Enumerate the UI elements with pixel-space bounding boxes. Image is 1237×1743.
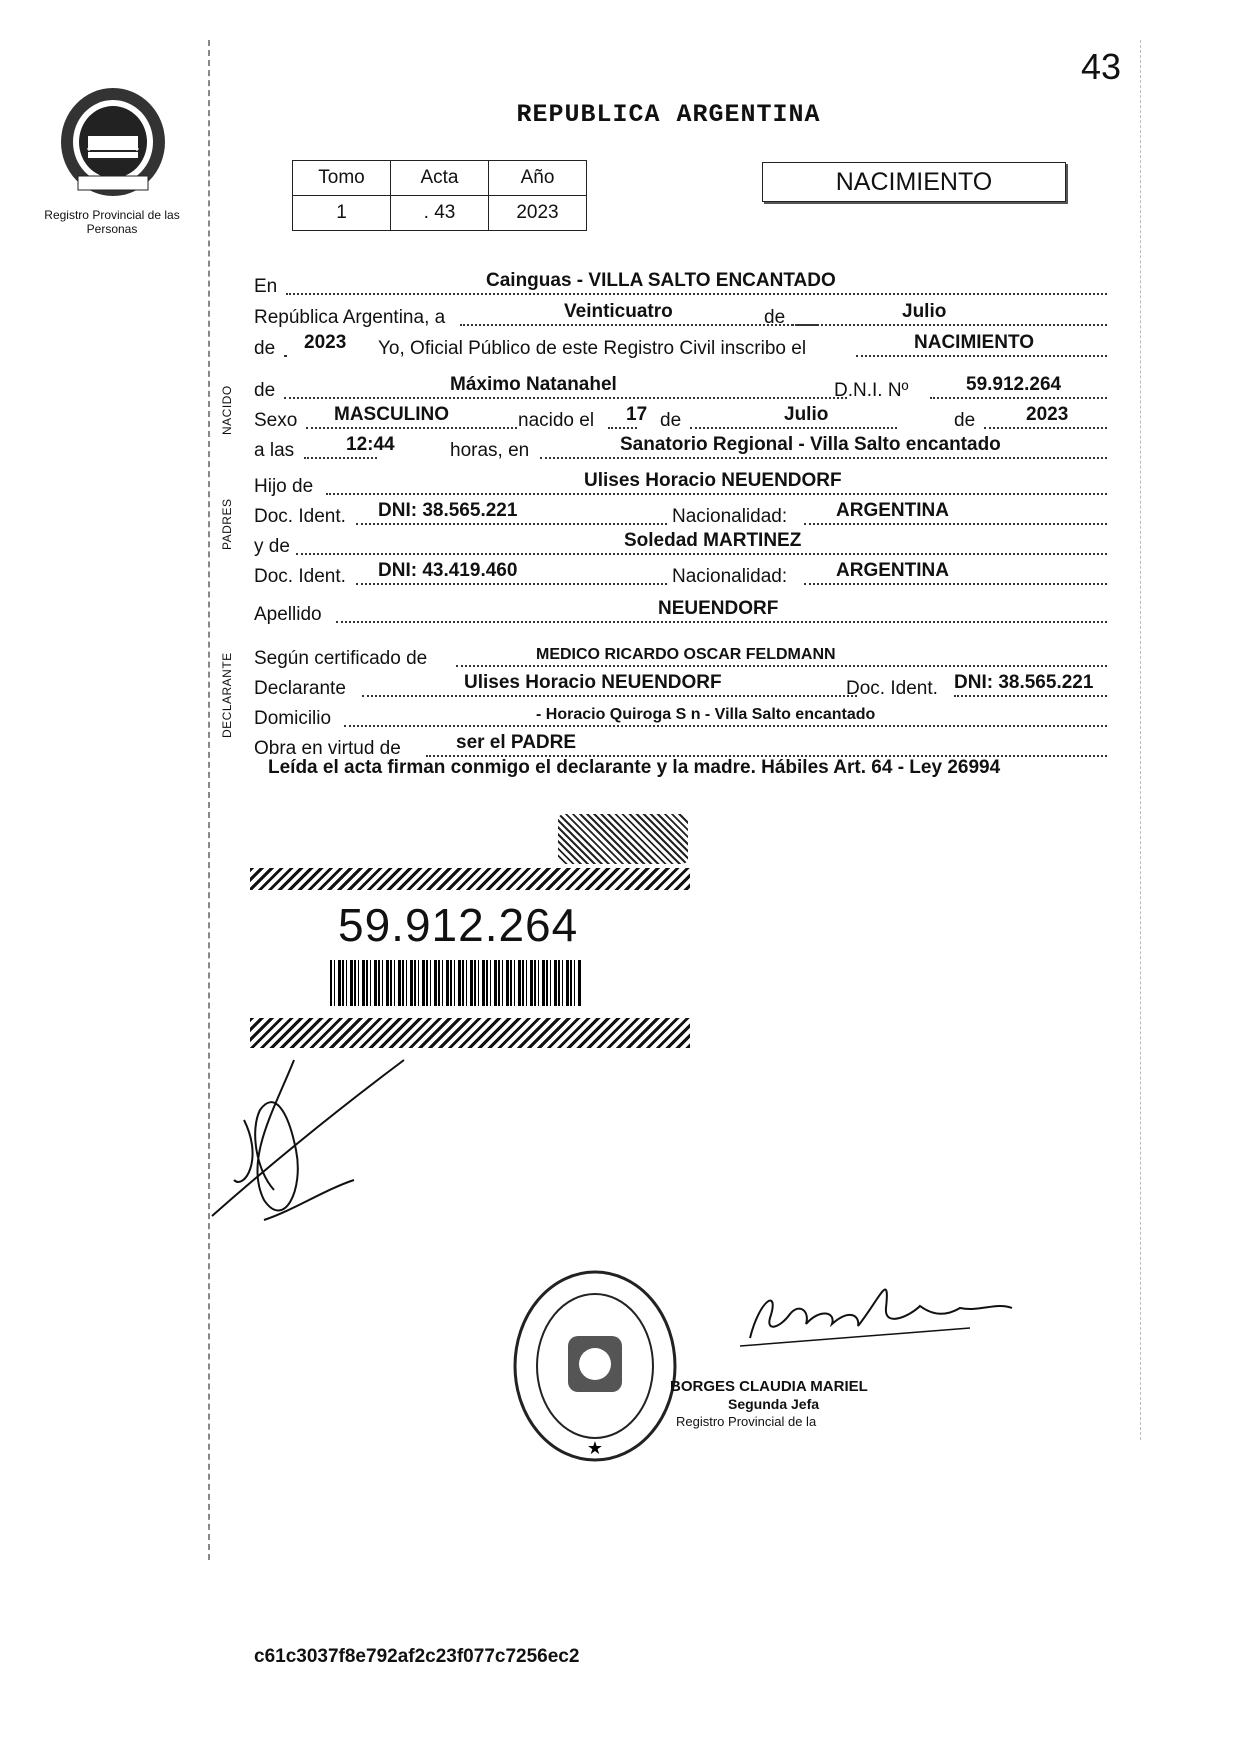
official-signature: [740, 1268, 1020, 1352]
sexo-value: MASCULINO: [334, 404, 450, 425]
row-date: [254, 299, 1107, 329]
dotted-line: [286, 293, 1107, 295]
domicilio-label: Domicilio: [254, 708, 332, 729]
row-mother: [254, 528, 1107, 558]
row-child-name: [254, 372, 1107, 402]
page-number: 43: [1080, 46, 1121, 87]
tomo-value: 1: [293, 196, 391, 231]
apellido-label: Apellido: [254, 604, 322, 625]
dotted-line: [930, 397, 1107, 399]
registry-table: [292, 160, 587, 231]
de-label-3: de: [954, 410, 976, 431]
de-label: de: [764, 307, 786, 328]
dni-label: D.N.I. Nº: [834, 380, 909, 401]
barcode-number: 59.912.264: [338, 899, 579, 951]
name-label: de: [254, 380, 276, 401]
dotted-line: [456, 665, 1107, 667]
oficial-text: Yo, Oficial Público de este Registro Civil inscribo el: [378, 338, 807, 359]
margin-rule: [208, 40, 210, 1560]
dotted-line: [362, 695, 857, 697]
declarant-doc-value: DNI: 38.565.221: [954, 672, 1094, 693]
dotted-line: [608, 427, 637, 429]
inscribed-type-value: NACIMIENTO: [914, 332, 1034, 353]
row-surname: [254, 596, 1107, 626]
dotted-line: [336, 621, 1107, 623]
obra-value: ser el PADRE: [456, 732, 577, 753]
registry-header-row: [293, 161, 587, 196]
segun-label: Según certificado de: [254, 648, 428, 669]
hijo-label: Hijo de: [254, 476, 314, 497]
mother-nat-label: Nacionalidad:: [672, 566, 788, 587]
mother-nat-value: ARGENTINA: [836, 560, 949, 581]
dotted-line: [284, 397, 847, 399]
row-address: [254, 700, 1107, 730]
dotted-line: [344, 725, 1107, 727]
declarant-signature: [204, 1040, 414, 1240]
row-sex-birth: [254, 402, 1107, 432]
acta-header: Acta: [391, 161, 489, 196]
closing-statement: Leída el acta firman conmigo el declarante y la madre. Hábiles Art. 64 - Ley 26994: [268, 757, 1001, 778]
document-hash: c61c3037f8e792af2c23f077c7256ec2: [254, 1646, 580, 1667]
dotted-line: [356, 523, 667, 525]
signatory-org: Registro Provincial de la: [676, 1414, 817, 1429]
side-label-declarante: DECLARANTE: [220, 652, 234, 738]
dotted-line: [284, 355, 285, 357]
republica-label: República Argentina, a: [254, 307, 446, 328]
dotted-line: [540, 457, 1107, 459]
obra-label: Obra en virtud de: [254, 738, 401, 759]
father-nat-value: ARGENTINA: [836, 500, 949, 521]
dotted-line: [356, 583, 667, 585]
dotted-line: [306, 427, 517, 429]
registry-value-row: [293, 196, 587, 231]
father-doc-label: Doc. Ident.: [254, 506, 346, 527]
dotted-line: [804, 583, 1107, 585]
declarant-doc-label: Doc. Ident.: [846, 678, 938, 699]
dotted-line: [984, 427, 1107, 429]
row-en: [254, 268, 1107, 298]
father-name-value: Ulises Horacio NEUENDORF: [584, 470, 842, 491]
month-value: Julio: [902, 301, 947, 322]
acta-value: . 43: [391, 196, 489, 231]
birth-place-value: Sanatorio Regional - Villa Salto encantado: [620, 434, 1001, 455]
row-declarant: [254, 670, 1107, 700]
address-value: - Horacio Quiroga S n - Villa Salto encantado: [536, 706, 876, 723]
svg-text:★: ★: [586, 1438, 604, 1459]
dotted-line: [954, 695, 1107, 697]
mother-doc-label: Doc. Ident.: [254, 566, 346, 587]
nacido-label: nacido el: [518, 410, 595, 431]
sexo-label: Sexo: [254, 410, 298, 431]
de-label-2: de: [660, 410, 682, 431]
father-nat-label: Nacionalidad:: [672, 506, 788, 527]
horas-label: horas, en: [450, 440, 530, 461]
barcode: [330, 960, 582, 1006]
row-mother-doc: [254, 558, 1107, 588]
birth-day-value: 17: [626, 404, 648, 425]
en-label: En: [254, 276, 278, 297]
row-father: [254, 468, 1107, 498]
dotted-line: [690, 427, 897, 429]
official-stamp: [510, 1268, 680, 1464]
year-value: 2023: [304, 332, 347, 353]
declarant-name-value: Ulises Horacio NEUENDORF: [464, 672, 722, 693]
dotted-line: [326, 493, 1107, 495]
municipality-value: Cainguas - VILLA SALTO ENCANTADO: [486, 270, 836, 291]
side-label-nacido: NACIDO: [220, 385, 234, 435]
side-label-padres: PADRES: [220, 498, 234, 550]
document-title: REPUBLICA ARGENTINA: [516, 100, 821, 129]
birth-year-value: 2023: [1026, 404, 1069, 425]
record-type-box: NACIMIENTO: [762, 162, 1066, 202]
mother-doc-value: DNI: 43.419.460: [378, 560, 518, 581]
birth-time-value: 12:44: [346, 434, 395, 455]
signatory-name: BORGES CLAUDIA MARIEL: [670, 1378, 868, 1395]
row-father-doc: [254, 498, 1107, 528]
anio-value: 2023: [489, 196, 587, 231]
dotted-line: [804, 523, 1107, 525]
child-dni-value: 59.912.264: [966, 374, 1062, 395]
security-hologram: [558, 814, 688, 864]
tomo-header: Tomo: [293, 161, 391, 196]
anio-header: Año: [489, 161, 587, 196]
y-de-label: y de: [254, 536, 290, 557]
row-time-place: [254, 432, 1107, 462]
registry-org-name: Registro Provincial de las Personas: [44, 208, 180, 236]
dotted-line: [296, 553, 1107, 555]
child-name-value: Máximo Natanahel: [450, 374, 617, 395]
certificate-value: MEDICO RICARDO OSCAR FELDMANN: [536, 646, 836, 663]
right-margin-rule: [1140, 40, 1141, 1440]
security-pattern-top: [250, 868, 690, 890]
surname-value: NEUENDORF: [658, 598, 779, 619]
signatory-role: Segunda Jefa: [728, 1396, 820, 1412]
day-words-value: Veinticuatro: [564, 301, 673, 322]
dotted-line: [792, 324, 1107, 326]
row-inscription: [254, 330, 1107, 360]
birth-month-value: Julio: [784, 404, 829, 425]
father-doc-value: DNI: 38.565.221: [378, 500, 518, 521]
de-year-label: de: [254, 338, 276, 359]
mother-name-value: Soledad MARTINEZ: [624, 530, 802, 551]
row-certificate: [254, 640, 1107, 670]
dotted-line: [856, 355, 1107, 357]
dotted-line: [304, 457, 377, 459]
declarante-label: Declarante: [254, 678, 346, 699]
a-las-label: a las: [254, 440, 295, 461]
